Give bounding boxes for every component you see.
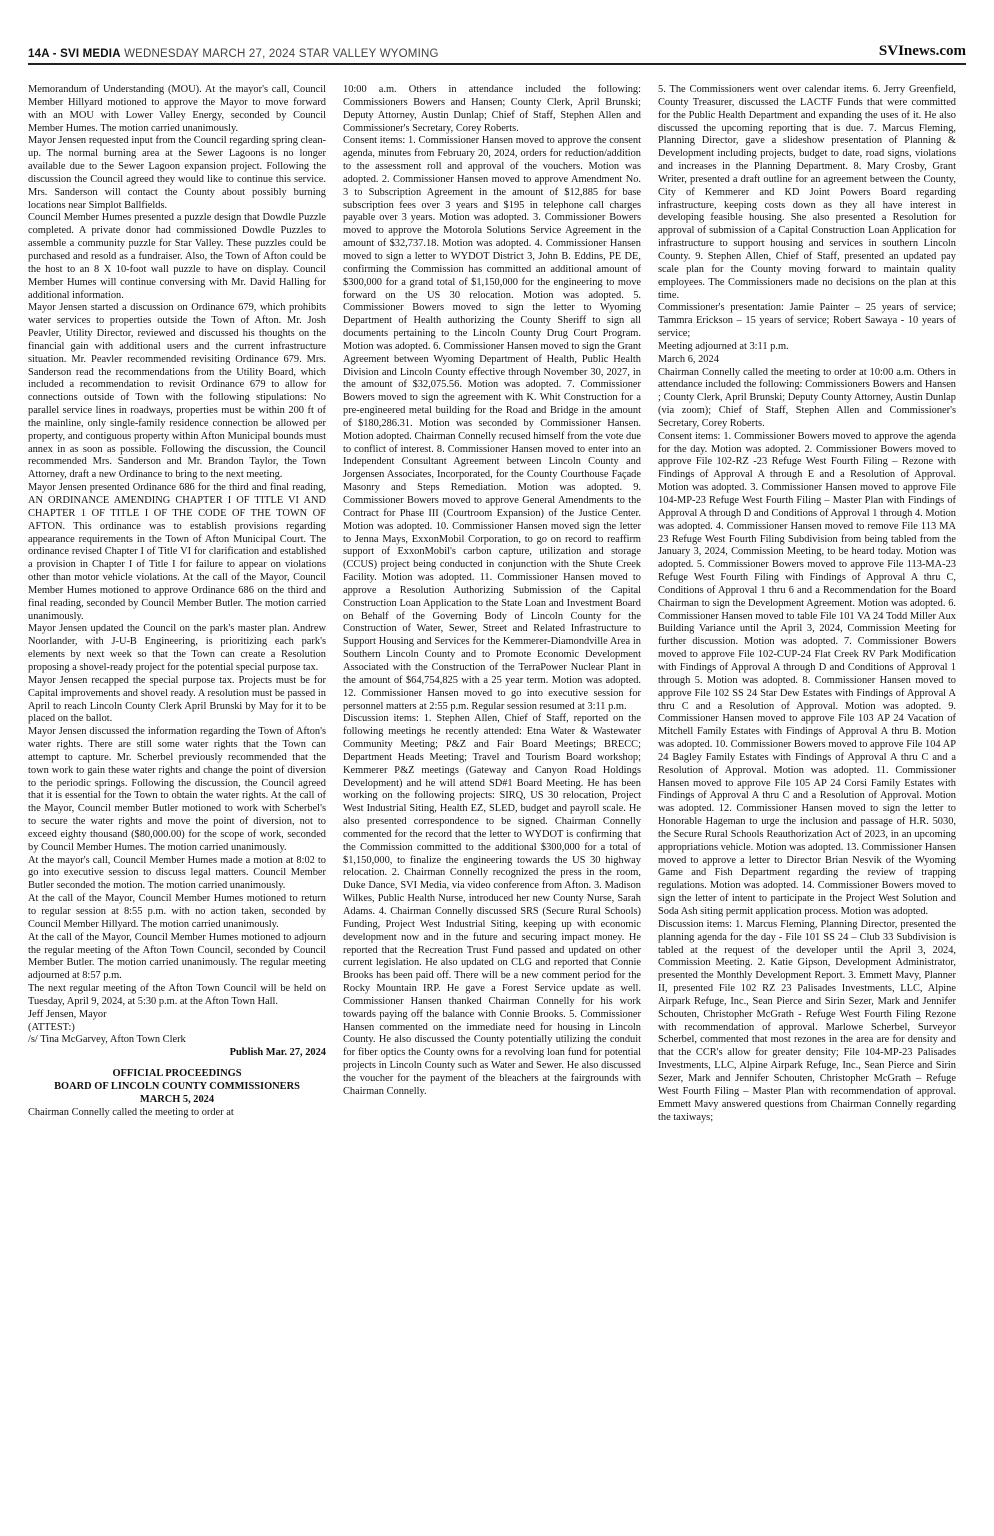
article-paragraph: Mayor Jensen requested input from the Council regarding spring clean-up. The normal burning area at the Sewer Lagoons is no longer available due to the Sewer Lagoon expansion project. Following the discussion the Council agreed they would like to continue this service. Mrs. Sanderson will contact the County about possibly burning locations near Simplot Ballfields. [28,135,326,211]
article-paragraph: Mayor Jensen presented Ordinance 686 for the third and final reading, AN ORDINANCE AMENDING CHAPTER I OF TITLE VI AND CHAPTER 1 OF TITLE I OF THE CODE OF THE TOWN OF AFTON. This ordinance was to establish provisions regarding appearance requirements in the Town of Afton Municipal Court. The ordinance revised Chapter I of Title VI for clarification and established a provision in Chapter I of Title I for failure to appear on violations other than motor vehicle violations. At the call of the Mayor, Council Member Humes motioned to approve Ordinance 686 on the third and final reading, seconded by Council Member Butler. The motion carried unanimously. [28,482,326,622]
article-paragraph: At the call of the Mayor, Council Member Humes motioned to return to regular session at 8:55 p.m. with no action taken, seconded by Council Member Hillyard. The motion carried unanimously. [28,893,326,930]
site-name[interactable]: SVInews.com [878,43,966,59]
article-paragraph: 5. The Commissioners went over calendar items. 6. Jerry Greenfield, County Treasurer, discussed the LACTF Funds that were committed for the Public Health Department and expanding the uses of it. He also discussed the upcoming reporting that is due. 7. Marcus Fleming, Planning Director, gave a slideshow presentation of Planning & Development including projects, budget to date, road signs, violations and increases in the Planning Department. 8. Mary Crosby, Grant Writer, presented a draft outline for an agreement between the County, City of Kemmerer and KD Joint Powers Board regarding infrastructure, keeping costs down as they all have interest in developing feasible housing. She also presented a Resolution for approval of submission of a Capital Construction Loan Application for infrastructure to support housing and services in southern Lincoln County. 9. Stephen Allen, Chief of Staff, presented an updated pay scale plan for the County moving forward to maintain quality employees. The Commissioners made no decisions on the plan at this time. [658,84,956,301]
article-paragraph: Chairman Connelly called the meeting to order at 10:00 a.m. Others in attendance included the following: Commissioners Bowers and Hansen ; County Clerk, April Brunski; Deputy County Attorney, Austin Dunlap (via zoom); Chief of Staff, Stephen Allen and Commissioner's Secretary, Corey Roberts. [658,366,956,429]
article-paragraph: March 6, 2024 [658,353,719,365]
article-paragraph: Mayor Jensen updated the Council on the park's master plan. Andrew Noorlander, with J-U-B Engineering, is prioritizing each park's elements by next week so that the Town can create a Resolution proposing a shovel-ready project for the potential special purpose tax. [28,623,326,673]
article-paragraph: /s/ Tina McGarvey, Afton Town Clerk [28,1034,186,1046]
header-dateline: 14A - SVI MEDIA WEDNESDAY MARCH 27, 2024 STAR VALLEY WYOMING [28,48,439,60]
article-columns [28,84,966,1524]
column-3 [658,84,956,1524]
article-paragraph: At the call of the Mayor, Council Member Humes motioned to adjourn the regular meeting of the Afton Town Council, seconded by Council Member Butler. The motion carried unanimously. The regular meeting adjourned at 8:57 p.m. [28,931,326,982]
publisher-name: SVI MEDIA [60,48,121,60]
article-paragraph: The next regular meeting of the Afton Town Council will be held on Tuesday, April 9, 2024, at 5:30 p.m. at the Afton Town Hall. [28,983,326,1007]
article-paragraph: Memorandum of Understanding (MOU). At the mayor's call, Council Member Hillyard motioned to approve the Mayor to move forward with an MOU with Lower Valley Energy, seconded by Council Member Humes. The motion carried unanimously. [28,84,326,134]
article-paragraph: Discussion items: 1. Marcus Fleming, Planning Director, presented the planning agenda for the day - File 101 SS 24 – Club 33 Subdivision is tabled at the request of the developer until the April 3, 2024, Commission Meeting. 2. Katie Gipson, Development Administrator, presented the Monthly Development Report. 3. Emmett Mavy, Planner II, presented File 102 RZ 23 Palisades Investments, LLC, Alpine Airpark Refuge, Inc., Sean Pierce and Sirin Sezer, Mark and Jennifer Schouten, Christopher McGrath - Refuge West Fourth Filing Rezone with recommendation of approval. Marlowe Scherbel, Surveyor Scherbel, commented that most rezones in the area are for density and that the CCR's allow for greater density; File 104-MP-23 Palisades Investments, LLC, Alpine Airpark Refuge, Inc., Sean Pierce and Sirin Sezer, Mark and Jennifer Schouten, Christopher McGrath – Refuge West Fourth Filing – Master Plan with recommendation of approval. Emmett Mavy answered questions from Chairman Connelly regarding the taxiways; [658,918,956,1123]
page-number: 14A [28,48,50,60]
issue-location: STAR VALLEY WYOMING [298,48,439,60]
proceedings-opening: Chairman Connelly called the meeting to order at [28,1106,234,1118]
article-paragraph: (ATTEST:) [28,1021,75,1033]
article-paragraph: Commissioner's presentation: Jamie Painter – 25 years of service; Tammra Erickson – 15 years of service; Robert Sawaya - 10 years of service; [658,302,956,340]
proceedings-heading-3: MARCH 5, 2024 [139,1093,215,1105]
proceedings-heading-1: OFFICIAL PROCEEDINGS [112,1068,242,1080]
article-paragraph: Consent items: 1. Commissioner Bowers moved to approve the agenda for the day. Motion was adopted. 2. Commissioner Bowers moved to approve File 102-RZ -23 Refuge West Fourth Filing – Rezone with Findings of Approval A through E and a Resolution of Approval. Motion was adopted. 3. Commissioner Hansen moved to approve File 104-MP-23 Refuge West Fourth Filing – Master Plan with Findings of Approval A through D and Conditions of Approval 1 through 4. Motion was adopted. 4. Commissioner Hansen moved to remove File 113 MA 23 Refuge West Fourth Filing Subdivision from being tabled from the January 3, 2024, Commission Meeting, to be heard today. Motion was adopted. 5. Commissioner Bowers moved to approve File 113-MA-23 Refuge West Fourth Filing with Findings of Approval A thru C, Conditions of Approval 1 thru 6 and a Recommendation for the Board Chairman to sign the Development Agreement. Motion was adopted. 6. Commissioner Hansen moved to table File 101 VA 24 Todd Miller Aux Building Variance until the April 3, 2024, Commission Meeting for further discussion. Motion was adopted. 7. Commissioner Bowers moved to approve File 102-CUP-24 Flat Creek RV Park Modification with Findings of Approval A through D and Conditions of Approval 1 through 5. Motion was adopted. 8. Commissioner Hansen moved to approve File 102 SS 24 Star Dew Estates with Findings of Approval A thru C and a Resolution of Approval. Motion was adopted. 9. Commissioner Hansen moved to approve File 103 AP 24 Vacation of Mitchell Family Estates with Findings of Approval A thru B. Motion was adopted. 10. Commissioner Bowers moved to approve File 104 AP 24 Bagley Family Estates with Findings of Approval A thru C and a Resolution of Approval. Motion was adopted. 11. Commissioner Hansen moved to approve File 105 AP 24 Corsi Family Estates with Findings of Approval A thru C and a Resolution of Approval. Motion was adopted. 12. Commissioner Hansen moved to sign the letter to Honorable Hageman to urge the inclusion and passage of H.R. 5030, the Secure Rural Schools Reauthorization Act of 2023, in an upcoming appropriations vehicle. Motion was adopted. 13. Commissioner Hansen moved to approve a letter to Director Brian Nesvik of the Wyoming Game and Fish Department regarding the review of trapping regulations. Motion was adopted. 14. Commissioner Bowers moved to sign the letter of intent to participate in the Project West Solution and Soda Ash siting permit application process. Motion was adopted. [658,430,956,917]
column-2-body [343,84,641,1099]
proceedings-heading-2: BOARD OF LINCOLN COUNTY COMMISSIONERS [54,1080,300,1092]
issue-date: WEDNESDAY MARCH 27, 2024 [124,48,296,60]
article-paragraph: Mayor Jensen started a discussion on Ordinance 679, which prohibits water services to properties outside the Town of Afton. Mr. Josh Peavler, Utility Director, reviewed and discussed his thoughts on the financial gain with additional users and the current infrastructure situation. Mr. Peavler recommended revisiting Ordinance 679. Mrs. Sanderson read the recommendations from the Utility Board, which included a recommendation to revisit Ordinance 679 to allow for connections outside of Town with the following stipulations: No parallel service lines in roadways, properties must be within 200 ft of the mainline, only single-family residence connection be allowed per property, and contiguous property within Afton Municipal bounds must annex in as soon as possible. Following the discussion, the Council recommended Mrs. Sanderson and Mr. Brandon Taylor, the Town Attorney, draft a new Ordinance to bring to the next meeting. [28,302,326,481]
column-1 [28,84,326,1524]
page-header [28,38,966,65]
column-1-body [28,84,326,1047]
publish-date: Publish Mar. 27, 2024 [229,1047,326,1059]
article-paragraph: Mayor Jensen discussed the information regarding the Town of Afton's water rights. There are still some water rights that the Town can attempt to capture. Mr. Scherbel previously recommended that the town work to gain these water rights and change the point of diversion to the periodic springs. Following the discussion, the Council agreed that it is essential for the Town to obtain the water rights. At the call of the Mayor, Council member Butler motioned to work with Scherbel's to secure the water rights and move the point of diversion, not to exceed eighty thousand ($80,000.00) for the scope of work, seconded by Council Member Humes. The motion carried unanimously. [28,726,326,853]
article-paragraph: Meeting adjourned at 3:11 p.m. [658,340,789,352]
column-3-body [658,84,956,1124]
article-paragraph: At the mayor's call, Council Member Humes made a motion at 8:02 to go into executive session to discuss legal matters. Council Member Butler seconded the motion. The motion carried unanimously. [28,854,326,892]
article-paragraph: Mayor Jensen recapped the special purpose tax. Projects must be for Capital improvements and shovel ready. A resolution must be passed in April to reach Lincoln County Clerk April Brunski by May for it to be placed on the ballot. [28,674,326,725]
article-paragraph: Council Member Humes presented a puzzle design that Dowdle Puzzle completed. A private donor had commissioned Dowdle Puzzles to assemble a community puzzle for Star Valley. These puzzles could be purchased and resold as a fundraiser. Also, the Town of Afton could be the host to an 8 X 10-foot wall puzzle to have on display. Council Member Humes will continue conversing with Mr. David Halling for additional information. [28,212,326,301]
article-paragraph: Jeff Jensen, Mayor [28,1008,107,1020]
column-2 [343,84,641,1524]
article-paragraph: 10:00 a.m. Others in attendance included the following: Commissioners Bowers and Hansen; County Clerk, April Brunski; Deputy Attorney, Austin Dunlap; Chief of Staff, Stephen Allen and Commissioner's Secretary, Corey Roberts. [343,84,641,134]
article-paragraph: Consent items: 1. Commissioner Hansen moved to approve the consent agenda, minutes from February 20, 2024, orders for reduction/addition to the assessment roll and approval of the vouchers. Motion was adopted. 2. Commissioner Hansen moved to approve Amendment No. 3 to Subscription Agreement in the amount of $12,885 for base subscription fees over 3 years and $195 in telephone call charges payable over 3 years. Motion was adopted. 3. Commissioner Bowers moved to approve the Motorola Solutions Service Agreement in the amount of $32,737.18. Motion was adopted. 4. Commissioner Hansen moved to sign a letter to WYDOT District 3, John B. Eddins, PE DE, confirming the Commission has committed an additional amount of $300,000 for a grand total of $1,150,000 for the engineering to move forward on the US 30 relocation. Motion was adopted. 5. Commissioner Bowers moved to sign the letter to Wyoming Department of Health authorizing the County Sheriff to sign all documents pertaining to the Lincoln County Drug Court Program. Motion was adopted. 6. Commissioner Hansen moved to sign the Grant Agreement between Wyoming Department of Health, Public Health Division and Lincoln County effective through November 30, 2027, in the amount of $32,075.56. Motion was adopted. 7. Commissioner Bowers moved to sign the agreement with K. Whit Construction for a pre-engineered metal building for the Road and Bridge in the amount of $180,286.31. Motion was seconded by Commissioner Hansen. Motion adopted. Chairman Connelly recused himself from the vote due to conflict of interest. 8. Commissioner Hansen moved to enter into an Independent Consultant Agreement between Lincoln County and Jorgensen Associates, Incorporated, for the County Courthouse Façade Masonry and Steps Remediation. Motion was adopted. 9. Commissioner Bowers moved to approve General Amendments to the Contract for Phase III (Courtroom Expansion) of the Justice Center. Motion was adopted. 10. Commissioner Hansen moved sign the letter to Jenna Mays, ExxonMobil Corporation, to go on record to reaffirm support of ExxonMobil's carbon capture, utilization and storage (CCUS) project being conducted in conjunction with the Shute Creek Facility. Motion was adopted. 11. Commissioner Hansen moved to approve a Resolution Authorizing Submission of the Capital Construction Loan Application to the State Loan and Investment Board on Behalf of the Governing Body of Lincoln County for the Construction of Water, Sewer, Street and Related Infrastructure to Support Housing and Services for the Kemmerer-Diamondville Area in Southern Lincoln County and to Promote Economic Development Associated with the Construction of the TerraPower Nuclear Plant in the amount of $64,754,825 with a 25 year term. Motion was adopted. 12. Commissioner Hansen moved to go into executive session for personnel matters at 2:55 p.m. Regular session resumed at 3:11 p.m. [343,135,641,712]
article-paragraph: Discussion items: 1. Stephen Allen, Chief of Staff, reported on the following meetings he recently attended: Etna Water & Wastewater Community Meeting; P&Z and Fair Board Meetings; BRECC; Department Heads Meeting; Travel and Tourism Board workshop; Kemmerer P&Z meetings (Gateway and Canyon Road Holdings Development) and he will attend SD#1 Board Meeting. He has been working on the following projects: SIRQ, US 30 relocation, Project West Industrial Siting, Health EZ, SLED, budget and payroll scale. He also presented correspondence to be signed. Chairman Connelly commented for the record that the letter to WYDOT is confirming that the Commission committed to the additional $300,000 for a total of $1,150,000, to finalize the engineering towards the US 30 highway relocation. 2. Chairman Connelly recognized the press in the room, Duke Dance, SVI Media, via video conference from Afton. 3. Madison Wilkes, Public Health Nurse, introduced her new County Nurse, Sarah Adams. 4. Chairman Connelly discussed SRS (Secure Rural Schools) Funding, Project West Industrial Siting, keeping up with economic development now and in the future and securing impact money. He reported that the Recreation Trust Fund passed and updated on other current legislation. He also updated on CLG and reported that Connie Brooks has been paid off. There will be a new comment period for the Rocky Mountain IRP. He gave a Forest Service update as well. Commissioner Hansen thanked Chairman Connelly for his work towards paying off the balance with Connie Brooks. 5. Commissioner Hansen commented on the immediate need for housing in Lincoln County. He also discussed the County potentially utilizing the conduit for fiber optics the County owns for a revolving loan fund for potential projects in Lincoln County such as Water and Sewer. He also discussed the voucher for the payment of the bleachers at the fairgrounds with Chairman Connelly. [343,713,641,1097]
